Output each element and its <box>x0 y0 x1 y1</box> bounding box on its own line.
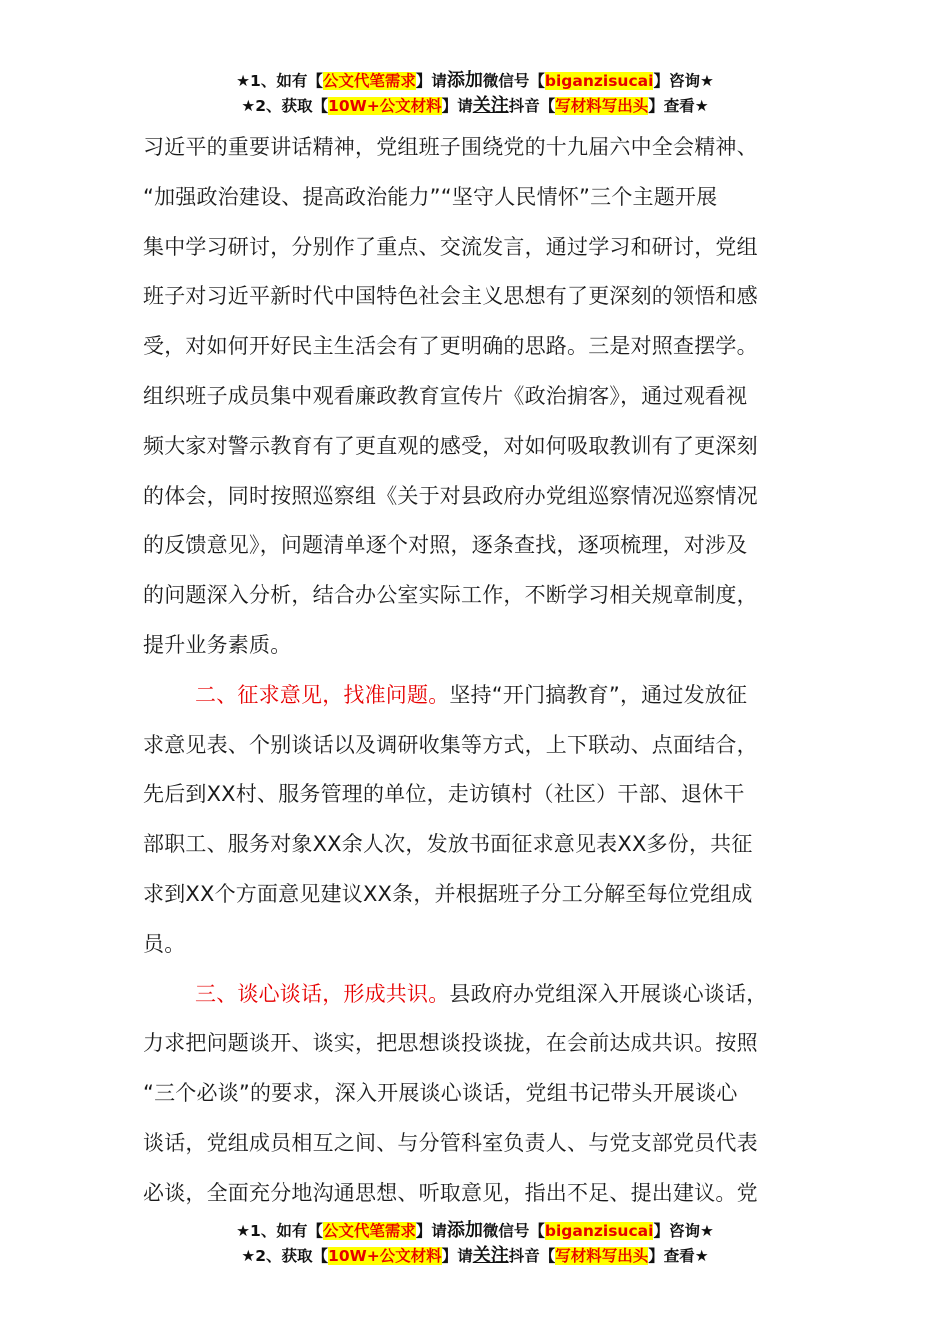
promo-banner-bottom <box>0 1218 950 1268</box>
promo-text: 抖音【 <box>508 97 556 115</box>
text-line: 组织班子成员集中观看廉政教育宣传片《政治掮客》，通过观看视 <box>143 383 748 408</box>
promo-line-1 <box>0 1218 950 1243</box>
promo-douyin-id: 写材料写出头 <box>555 97 649 115</box>
text-line: 提升业务素质。 <box>143 632 292 657</box>
text-line: 求到XX个方面意见建议XX条，并根据班子分工分解至每位党组成 <box>143 881 753 906</box>
text-line: 必谈，全面充分地沟通思想、听取意见，指出不足、提出建议。党 <box>143 1180 758 1205</box>
promo-banner-top <box>0 68 950 118</box>
text-line: 的问题深入分析，结合办公室实际工作，不断学习相关规章制度， <box>143 583 758 608</box>
text-line <box>143 671 807 721</box>
promo-wechat-id: biganzisucai <box>544 1222 654 1240</box>
promo-text: 】请 <box>415 72 447 90</box>
promo-line-2 <box>0 1243 950 1268</box>
document-body <box>143 123 807 1219</box>
text-line: 先后到XX村、服务管理的单位，走访镇村（社区）干部、退休干 <box>143 782 745 807</box>
paragraph-2 <box>143 671 807 970</box>
promo-text: ★1、如有【 <box>236 1222 323 1240</box>
text-line: 谈话，党组成员相互之间、与分管科室负责人、与党支部党员代表 <box>143 1130 758 1155</box>
text-line <box>143 970 807 1020</box>
text-line: “加强政治建设、提高政治能力”“坚守人民情怀”三个主题开展 <box>143 184 718 209</box>
promo-text: 】请 <box>441 97 473 115</box>
promo-wechat-id: biganzisucai <box>544 72 654 90</box>
promo-text: 】查看★ <box>648 97 709 115</box>
promo-highlight: 10W+公文材料 <box>328 1247 442 1265</box>
promo-emphasis: 添加 <box>446 1220 483 1241</box>
promo-highlight: 公文代笔需求 <box>322 72 416 90</box>
promo-emphasis: 关注 <box>472 1245 509 1266</box>
promo-emphasis: 关注 <box>472 95 509 116</box>
promo-text: 微信号【 <box>482 1222 545 1240</box>
promo-emphasis: 添加 <box>446 70 483 91</box>
promo-text: 】请 <box>415 1222 447 1240</box>
promo-highlight: 10W+公文材料 <box>328 97 442 115</box>
paragraph-1 <box>143 123 807 671</box>
section-heading: 二、征求意见，找准问题。 <box>195 682 450 707</box>
promo-text: ★1、如有【 <box>236 72 323 90</box>
section-text: 坚持“开门搞教育”，通过发放征 <box>449 682 748 707</box>
text-line: 受，对如何开好民主生活会有了更明确的思路。三是对照查摆学。 <box>143 334 758 359</box>
promo-line-2 <box>0 93 950 118</box>
text-line: “三个必谈”的要求，深入开展谈心谈话，党组书记带头开展谈心 <box>143 1081 738 1106</box>
text-line: 部职工、服务对象XX余人次，发放书面征求意见表XX多份，共征 <box>143 832 753 857</box>
promo-line-1 <box>0 68 950 93</box>
section-heading: 三、谈心谈话，形成共识。 <box>195 981 450 1006</box>
promo-text: ★2、获取【 <box>241 97 329 115</box>
text-line: 的反馈意见》，问题清单逐个对照，逐条查找，逐项梳理，对涉及 <box>143 533 748 558</box>
text-line: 力求把问题谈开、谈实，把思想谈投谈拢，在会前达成共识。按照 <box>143 1031 758 1056</box>
promo-text: 抖音【 <box>508 1247 556 1265</box>
promo-text: 】咨询★ <box>653 72 714 90</box>
section-text: 县政府办党组深入开展谈心谈话， <box>449 981 768 1006</box>
text-line: 的体会，同时按照巡察组《关于对县政府办党组巡察情况巡察情况 <box>143 483 758 508</box>
promo-highlight: 公文代笔需求 <box>322 1222 416 1240</box>
promo-text: 微信号【 <box>482 72 545 90</box>
text-line: 习近平的重要讲话精神，党组班子围绕党的十九届六中全会精神、 <box>143 135 758 159</box>
text-line: 班子对习近平新时代中国特色社会主义思想有了更深刻的领悟和感 <box>143 284 758 309</box>
promo-text: 】查看★ <box>648 1247 709 1265</box>
text-line: 集中学习研讨，分别作了重点、交流发言，通过学习和研讨，党组 <box>143 234 758 259</box>
text-line: 频大家对警示教育有了更直观的感受，对如何吸取教训有了更深刻 <box>143 433 758 458</box>
paragraph-3 <box>143 970 807 1219</box>
text-line: 求意见表、个别谈话以及调研收集等方式，上下联动、点面结合， <box>143 732 758 757</box>
text-line: 员。 <box>143 931 186 956</box>
promo-text: 】请 <box>441 1247 473 1265</box>
promo-douyin-id: 写材料写出头 <box>555 1247 649 1265</box>
promo-text: ★2、获取【 <box>241 1247 329 1265</box>
promo-text: 】咨询★ <box>653 1222 714 1240</box>
